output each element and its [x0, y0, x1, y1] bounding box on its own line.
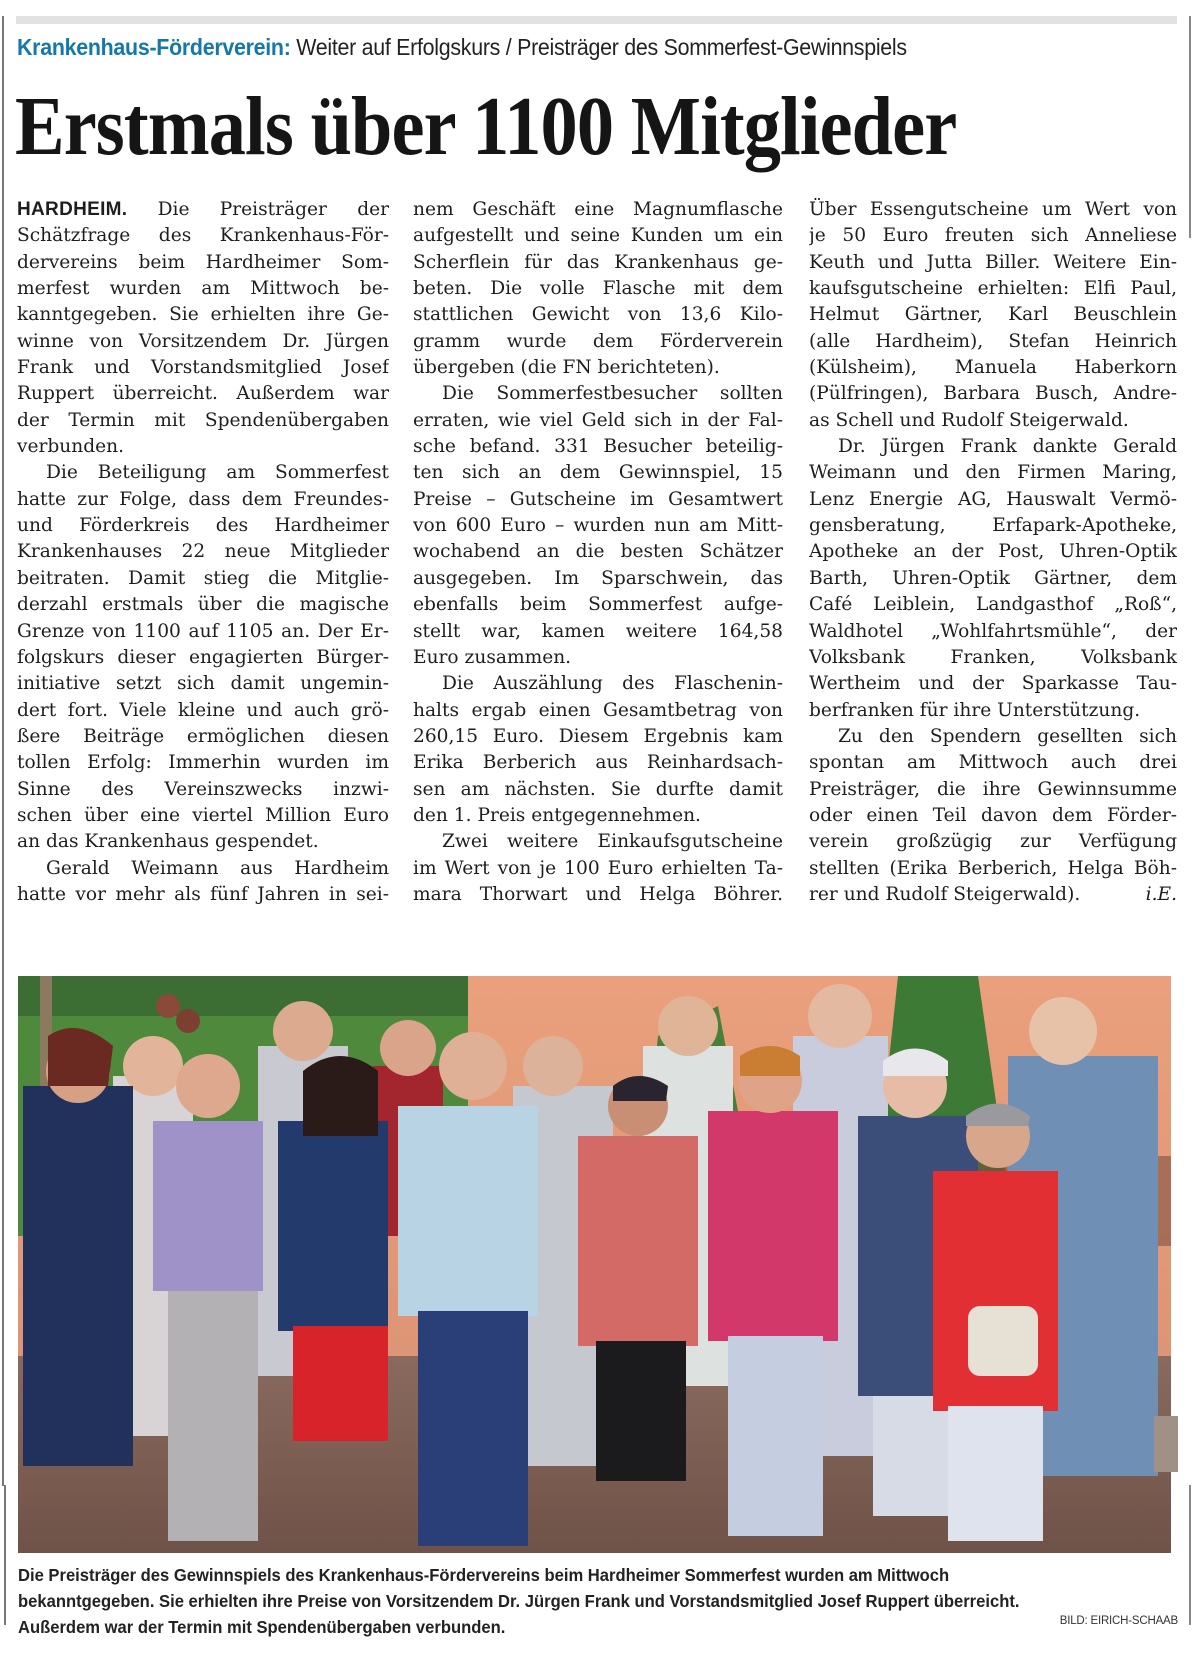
article-column-3: [809, 197, 1177, 908]
text-line: verein großzügig zur Verfügung: [809, 831, 1177, 853]
text-line: Zu den Spendern gesellten sich: [838, 725, 1177, 747]
dateline: HARDHEIM.: [17, 199, 128, 220]
text-line: nem Geschäft eine Magnumflasche: [413, 199, 783, 220]
text-line: Apotheke an der Post, Uhren-Optik: [809, 541, 1177, 563]
text-line: und Förderkreis des Hardheimer: [17, 515, 389, 537]
text-line: Lenz Energie AG, Hauswalt Vermö-: [809, 488, 1177, 510]
text-line: ten sich an dem Gewinnspiel, 15: [413, 462, 783, 484]
text-line: im Wert von je 100 Euro erhielten Ta-: [413, 857, 783, 879]
text-line: kaufsgutscheine erhielten: Elfi Paul,: [809, 278, 1177, 300]
group-photo: [18, 976, 1171, 1553]
caption-line: Die Preisträger des Gewinnspiels des Krankenhaus-Fördervereins beim Hardheimer Sommerfest wurden am Mittwoch: [18, 1565, 950, 1585]
text-line: je 50 Euro freuten sich Anneliese: [809, 225, 1177, 247]
photo-caption: [18, 1562, 1178, 1640]
text-line: kanntgegeben. Sie erhielten ihre Ge-: [17, 304, 389, 326]
text-line: gramm wurde dem Förderverein: [413, 330, 783, 352]
text-line: stattlichen Gewicht von 13,6 Kilo-: [413, 304, 783, 326]
text-line: Volksbank Franken, Volksbank: [809, 646, 1177, 668]
article-column-1: [17, 197, 389, 908]
text-line: merfest wurden am Mittwoch be-: [17, 278, 389, 300]
text-line: schen über eine viertel Million Euro: [17, 804, 389, 826]
frame-rule-left-lower: [4, 1485, 6, 1625]
text-line: Die Sommerfestbesucher sollten: [442, 383, 783, 405]
text-line: beitraten. Damit stieg die Mitglie-: [17, 567, 389, 589]
text-line: ebenfalls beim Sommerfest aufge-: [413, 594, 783, 616]
top-grey-bar: [16, 16, 1177, 24]
kicker-topic: Krankenhaus-Förderverein:: [17, 34, 291, 60]
text-line: folgskurs dieser engagierten Bürger-: [17, 646, 389, 668]
text-line: initiative setzt sich damit ungemin-: [17, 673, 389, 695]
text-line: Scherflein für das Krankenhaus ge-: [413, 251, 783, 273]
text-line: Preise – Gutscheine im Gesamtwert: [413, 488, 783, 510]
text-line: an das Krankenhaus gespendet.: [17, 831, 319, 853]
frame-rule-left: [2, 16, 4, 1486]
frame-rule-right: [1189, 16, 1191, 238]
text-line: den 1. Preis entgegennehmen.: [413, 804, 701, 826]
caption-line: Außerdem war der Termin mit Spendenübergaben verbunden.: [18, 1617, 506, 1637]
text-line: mara Thorwart und Helga Böhrer.: [413, 883, 783, 905]
text-line: Wertheim und der Sparkasse Tau-: [809, 673, 1177, 695]
text-line: halts ergab einen Gesamtbetrag von: [413, 699, 783, 721]
text-line: tollen Erfolg: Immerhin wurden im: [17, 752, 389, 774]
text-line: 260,15 Euro. Diesem Ergebnis kam: [413, 725, 783, 747]
text-line: (alle Hardheim), Stefan Heinrich: [809, 330, 1177, 352]
text-line: hatte vor mehr als fünf Jahren in sei-: [17, 883, 389, 905]
headline: Erstmals über 1100 Mitglieder: [15, 80, 957, 173]
text-line: Ruppert überreicht. Außerdem war: [17, 383, 389, 405]
frame-rule-right-lower: [1189, 1485, 1191, 1625]
kicker-text: Weiter auf Erfolgskurs / Preisträger des Sommerfest-Gewinnspiels: [290, 34, 907, 60]
text-line: Über Essengutscheine um Wert von: [809, 199, 1177, 220]
caption-line: bekanntgegeben. Sie erhielten ihre Preise von Vorsitzendem Dr. Jürgen Frank und Vorstandsmitglied Josef Ruppert überreicht.: [18, 1591, 1020, 1611]
text-line: stellt war, kamen weitere 164,58: [413, 620, 783, 642]
text-line: HARDHEIM. Die Preisträger der: [17, 199, 389, 220]
text-line: Krankenhauses 22 neue Mitglieder: [17, 541, 389, 563]
text-line: Helmut Gärtner, Karl Beuschlein: [809, 304, 1177, 326]
text-line: verbunden.: [17, 436, 125, 458]
photo-credit: BILD: EIRICH-SCHAAB: [1059, 1615, 1178, 1627]
text-line: Erika Berberich aus Reinhardsach-: [413, 752, 783, 774]
text-line: Dr. Jürgen Frank dankte Gerald: [838, 436, 1177, 458]
author-signature: i.E.: [1145, 883, 1177, 905]
text-line: von 600 Euro – wurden nun am Mitt-: [413, 515, 783, 537]
text-line: rer und Rudolf Steigerwald). i.E.: [809, 882, 1177, 908]
text-line: Café Leiblein, Landgasthof „Roß“,: [809, 594, 1177, 616]
text-line: Die Auszählung des Flaschenin-: [442, 673, 783, 695]
text-line: (Külsheim), Manuela Haberkorn: [809, 357, 1177, 379]
text-line: Euro zusammen.: [413, 646, 572, 668]
text-line: Gerald Weimann aus Hardheim: [46, 857, 389, 879]
text-line: spontan am Mittwoch auch drei: [809, 752, 1177, 774]
kicker: [17, 34, 907, 61]
text-line: übergeben (die FN berichteten).: [413, 357, 720, 379]
text-line: ausgegeben. Im Sparschwein, das: [413, 567, 783, 589]
text-line: hatte zur Folge, dass dem Freundes-: [17, 488, 389, 510]
text-line: derzahl erstmals über die magische: [17, 594, 389, 616]
text-line: wochabend an die besten Schätzer: [413, 541, 783, 563]
text-line: Schätzfrage des Krankenhaus-För-: [17, 225, 389, 247]
text-line: aufgestellt und seine Kunden um ein: [413, 225, 783, 247]
text-line: dervereins beim Hardheimer Som-: [17, 251, 389, 273]
text-line: Keuth und Jutta Biller. Weitere Ein-: [809, 251, 1177, 273]
text-line: der Termin mit Spendenübergaben: [17, 409, 389, 431]
text-line: Frank und Vorstandsmitglied Josef: [17, 357, 389, 379]
text-line: Die Beteiligung am Sommerfest: [46, 462, 389, 484]
text-line: Grenze von 1100 auf 1105 an. Der Er-: [17, 620, 389, 642]
text-line: as Schell und Rudolf Steigerwald.: [809, 409, 1129, 431]
text-line: sche befand. 331 Besucher beteilig-: [413, 436, 783, 458]
text-line: beten. Die volle Flasche mit dem: [413, 278, 783, 300]
text-line: (Pülfringen), Barbara Busch, Andre-: [809, 383, 1177, 405]
group-photo-illustration: [18, 976, 1171, 1553]
text-line: ßere Beiträge ermöglichen diesen: [17, 725, 389, 747]
text-line: stellten (Erika Berberich, Helga Böh-: [809, 857, 1177, 879]
text-line: Zwei weitere Einkaufsgutscheine: [442, 831, 783, 853]
text-line: oder einen Teil davon dem Förder-: [809, 804, 1177, 826]
text-line: Barth, Uhren-Optik Gärtner, dem: [809, 567, 1177, 589]
text-line: Waldhotel „Wohlfahrtsmühle“, der: [809, 620, 1177, 642]
photo-edge-detail: [1154, 1416, 1178, 1472]
text-line: winne von Vorsitzendem Dr. Jürgen: [17, 330, 389, 352]
text-line: erraten, wie viel Geld sich in der Fal-: [413, 409, 783, 431]
text-line: sen am nächsten. Sie durfte damit: [413, 778, 783, 800]
article-column-2: [413, 197, 783, 908]
text-line: berfranken für ihre Unterstützung.: [809, 699, 1141, 721]
text-line: Sinne des Vereinszwecks inzwi-: [17, 778, 389, 800]
text-line: dert fort. Viele kleine und auch grö-: [17, 699, 389, 721]
text-line: Preisträger, die ihre Gewinnsumme: [809, 778, 1177, 800]
text-line: gensberatung, Erfapark-Apotheke,: [809, 515, 1177, 537]
text-line: Weimann und den Firmen Maring,: [809, 462, 1177, 484]
